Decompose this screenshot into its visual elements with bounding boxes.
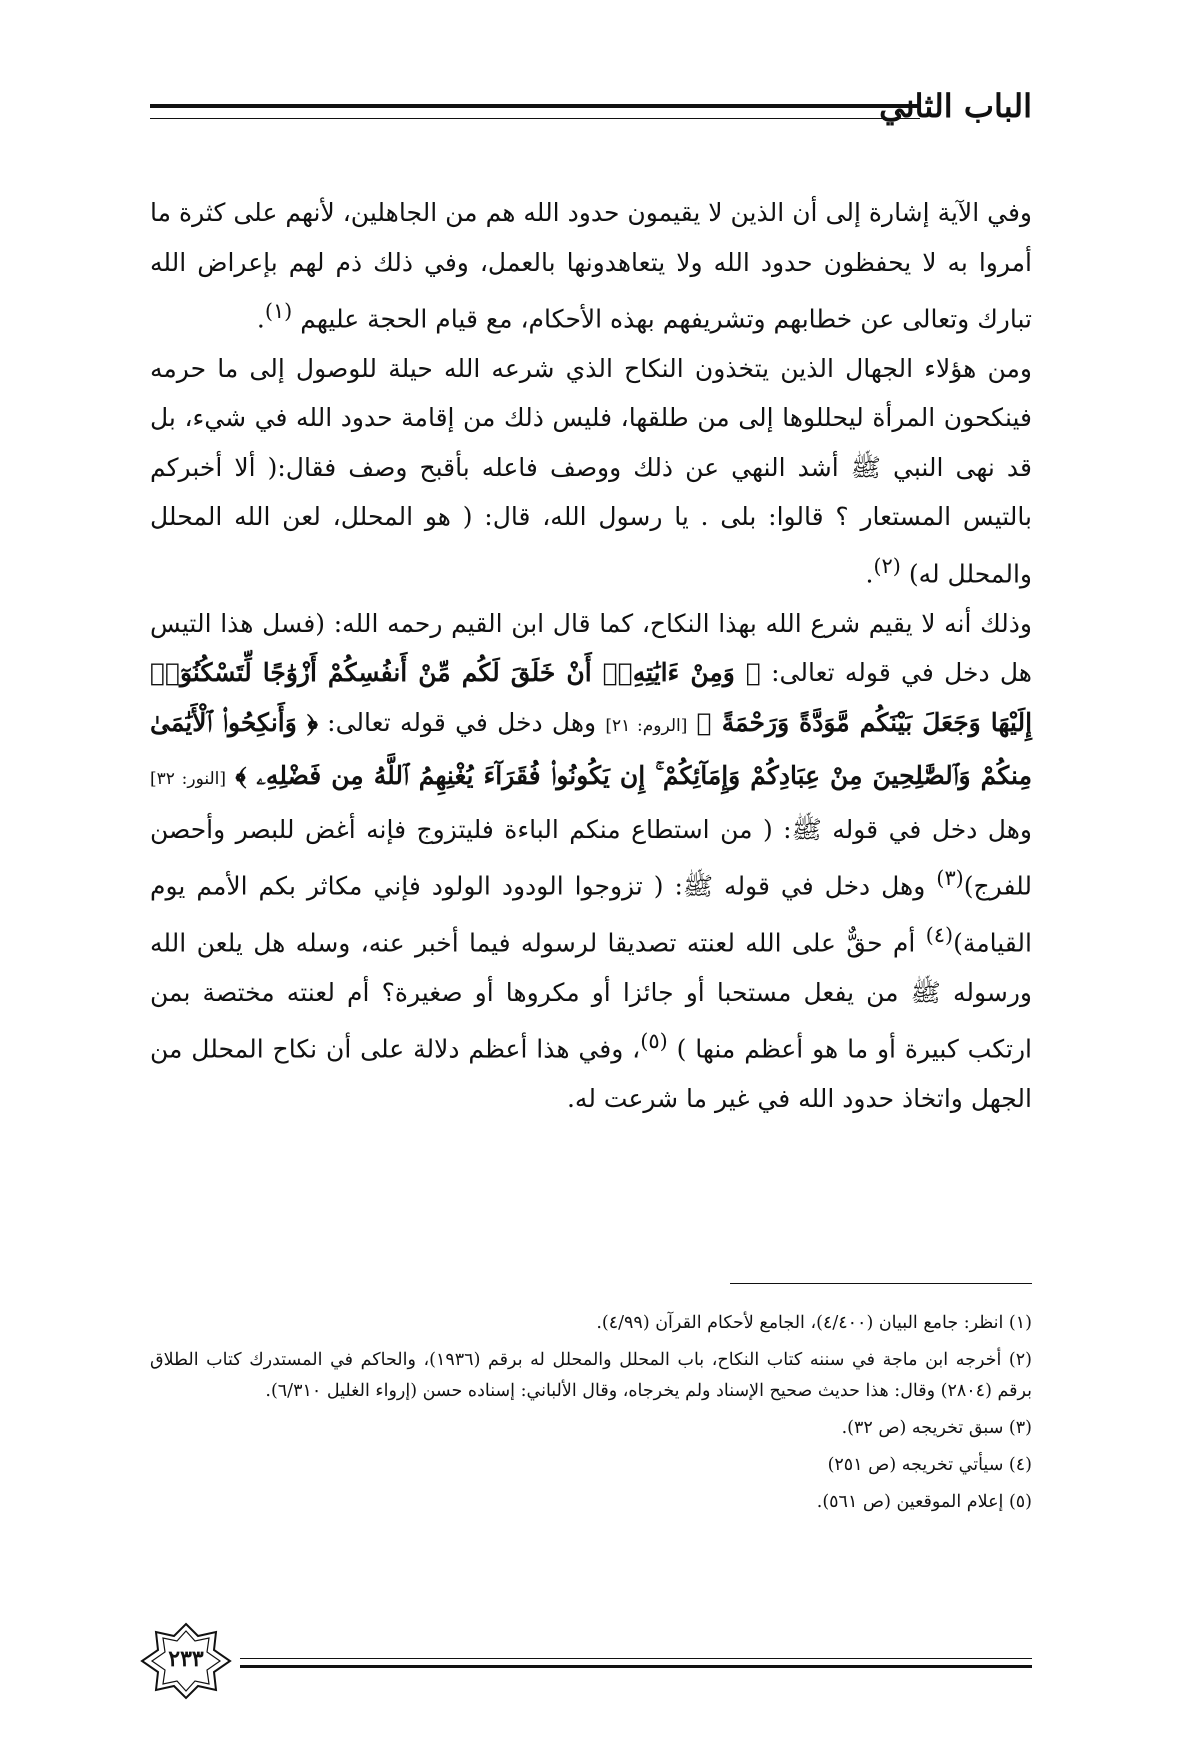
footnote-ref-3[interactable]: (٣)	[936, 866, 964, 891]
quran-verse-2: ﴿ وَأَنكِحُوا۟ ٱلْأَيَٰمَىٰ مِنكُمْ وَٱلصَّٰلِحِينَ مِنْ عِبَادِكُمْ وَإِمَآئِكُمْ ۚ إِن يَكُونُوا۟ فُقَرَآءَ يُغْنِهِمُ ٱللَّهُ مِن فَضْلِهِۦ ﴾	[150, 707, 1032, 791]
footnote-ref-5[interactable]: (٥)	[640, 1029, 668, 1054]
footnote-separator	[730, 1283, 1032, 1284]
footnote-3: (٣) سبق تخريجه (ص ٣٢).	[841, 1418, 1032, 1438]
chapter-title: الباب الثاني	[879, 87, 1032, 125]
footnote-2: (٢) أخرجه ابن ماجة في سننه كتاب النكاح، باب المحلل والمحلل له برقم (١٩٣٦)، والحاكم في المستدرك كتاب الطلاق برقم (٢٨٠٤) وقال: هذا حديث صحيح الإسناد ولم يخرجاه، وقال الألباني: إسناده حسن (إرواء الغليل ٦/٣١٠).	[150, 1350, 1032, 1401]
page-header	[150, 88, 1032, 128]
footer-rule	[240, 1658, 1032, 1668]
footnote-ref-1[interactable]: (١)	[264, 299, 293, 323]
paragraph-3: وذلك أنه لا يقيم شرع الله بهذا النكاح، كما قال ابن القيم رحمه الله: (فسل هذا التيس هل دخل في قوله تعالى: ﴿ وَمِنْ ءَايَٰتِهِۦٓ أَنْ خَلَقَ لَكُم مِّنْ أَنفُسِكُمْ أَزْوَٰجًا لِّتَسْكُنُوٓا۟ إِلَيْهَا وَجَعَلَ بَيْنَكُم مَّوَدَّةً وَرَحْمَةً ﴾ [الروم: ٢١] وهل دخل في قوله تعالى: ﴿ وَأَنكِحُوا۟ ٱلْأَيَٰمَىٰ مِنكُمْ وَٱلصَّٰلِحِينَ مِنْ عِبَادِكُمْ وَإِمَآئِكُمْ ۚ إِن يَكُونُوا۟ فُقَرَآءَ يُغْنِهِمُ ٱللَّهُ مِن فَضْلِهِۦ ﴾ [النور: ٣٢] وهل دخل في قوله ﷺ: ( من استطاع منكم الباءة فليتزوج فإنه أغض للبصر وأحصن للفرج)$^{(٣)}$ وهل دخل في قوله ﷺ: ( تزوجوا الودود الولود فإني مكاثر بكم الأمم يوم القيامة)$^{(٤)}$ أم حقٌّ على الله لعنته تصديقا لرسوله فيما أخبر عنه، وسله هل يلعن الله ورسوله ﷺ من يفعل مستحبا أو جائزا أو مكروها أو صغيرة؟ أم لعنته مختصة بمن ارتكب كبيرة أو ما هو أعظم منها ) $^{(٥)}$، وفي هذا أعظم دلالة على أن نكاح المحلل من الجهل واتخاذ حدود الله في غير ما شرعت له.	[150, 608, 1033, 1114]
footnote-ref-2[interactable]: (٢)	[873, 553, 901, 578]
footnotes	[150, 1308, 1032, 1524]
verse-reference-2: [النور: ٣٢]	[150, 769, 227, 790]
footnote-1: (١) انظر: جامع البيان (٤/٤٠٠)، الجامع لأحكام القرآن (٤/٩٩).	[596, 1313, 1032, 1333]
verse-reference-1: [الروم: ٢١]	[605, 715, 688, 736]
footnote-5: (٥) إعلام الموقعين (ص ٥٦١).	[816, 1492, 1032, 1512]
quran-verse-1: ﴿ وَمِنْ ءَايَٰتِهِۦٓ أَنْ خَلَقَ لَكُم مِّنْ أَنفُسِكُمْ أَزْوَٰجًا لِّتَسْكُنُوٓا۟ إِلَيْهَا وَجَعَلَ بَيْنَكُم مَّوَدَّةً وَرَحْمَةً ﴾	[150, 658, 1033, 737]
paragraph-2: ومن هؤلاء الجهال الذين يتخذون النكاح الذي شرعه الله حيلة للوصول إلى ما حرمه فينكحون المرأة ليحللوها إلى من طلقها، فليس ذلك من إقامة حدود الله في شيء، بل قد نهى النبي ﷺ أشد النهي عن ذلك ووصف فاعله بأقبح وصف فقال:( ألا أخبركم بالتيس المستعار ؟ قالوا: بلى . يا رسول الله، قال: ( هو المحلل، لعن الله المحلل والمحلل له) $^{(٢)}$.	[150, 353, 1032, 589]
footnote-4: (٤) سيأتي تخريجه (ص ٢٥١)	[827, 1455, 1032, 1475]
page-number: ٢٣٣	[168, 1646, 204, 1672]
main-text	[150, 188, 1032, 1124]
header-rule	[150, 104, 920, 119]
footnote-ref-4[interactable]: (٤)	[925, 922, 954, 947]
paragraph-1: وفي الآية إشارة إلى أن الذين لا يقيمون حدود الله هم من الجاهلين، لأنهم على كثرة ما أمروا به لا يحفظون حدود الله ولا يتعاهدونها بالعمل، وفي ذلك ذم لهم بإعراض الله تبارك وتعالى عن خطابهم وتشريفهم بهذه الأحكام، مع قيام الحجة عليهم $^{(١)}$.	[150, 198, 1032, 334]
